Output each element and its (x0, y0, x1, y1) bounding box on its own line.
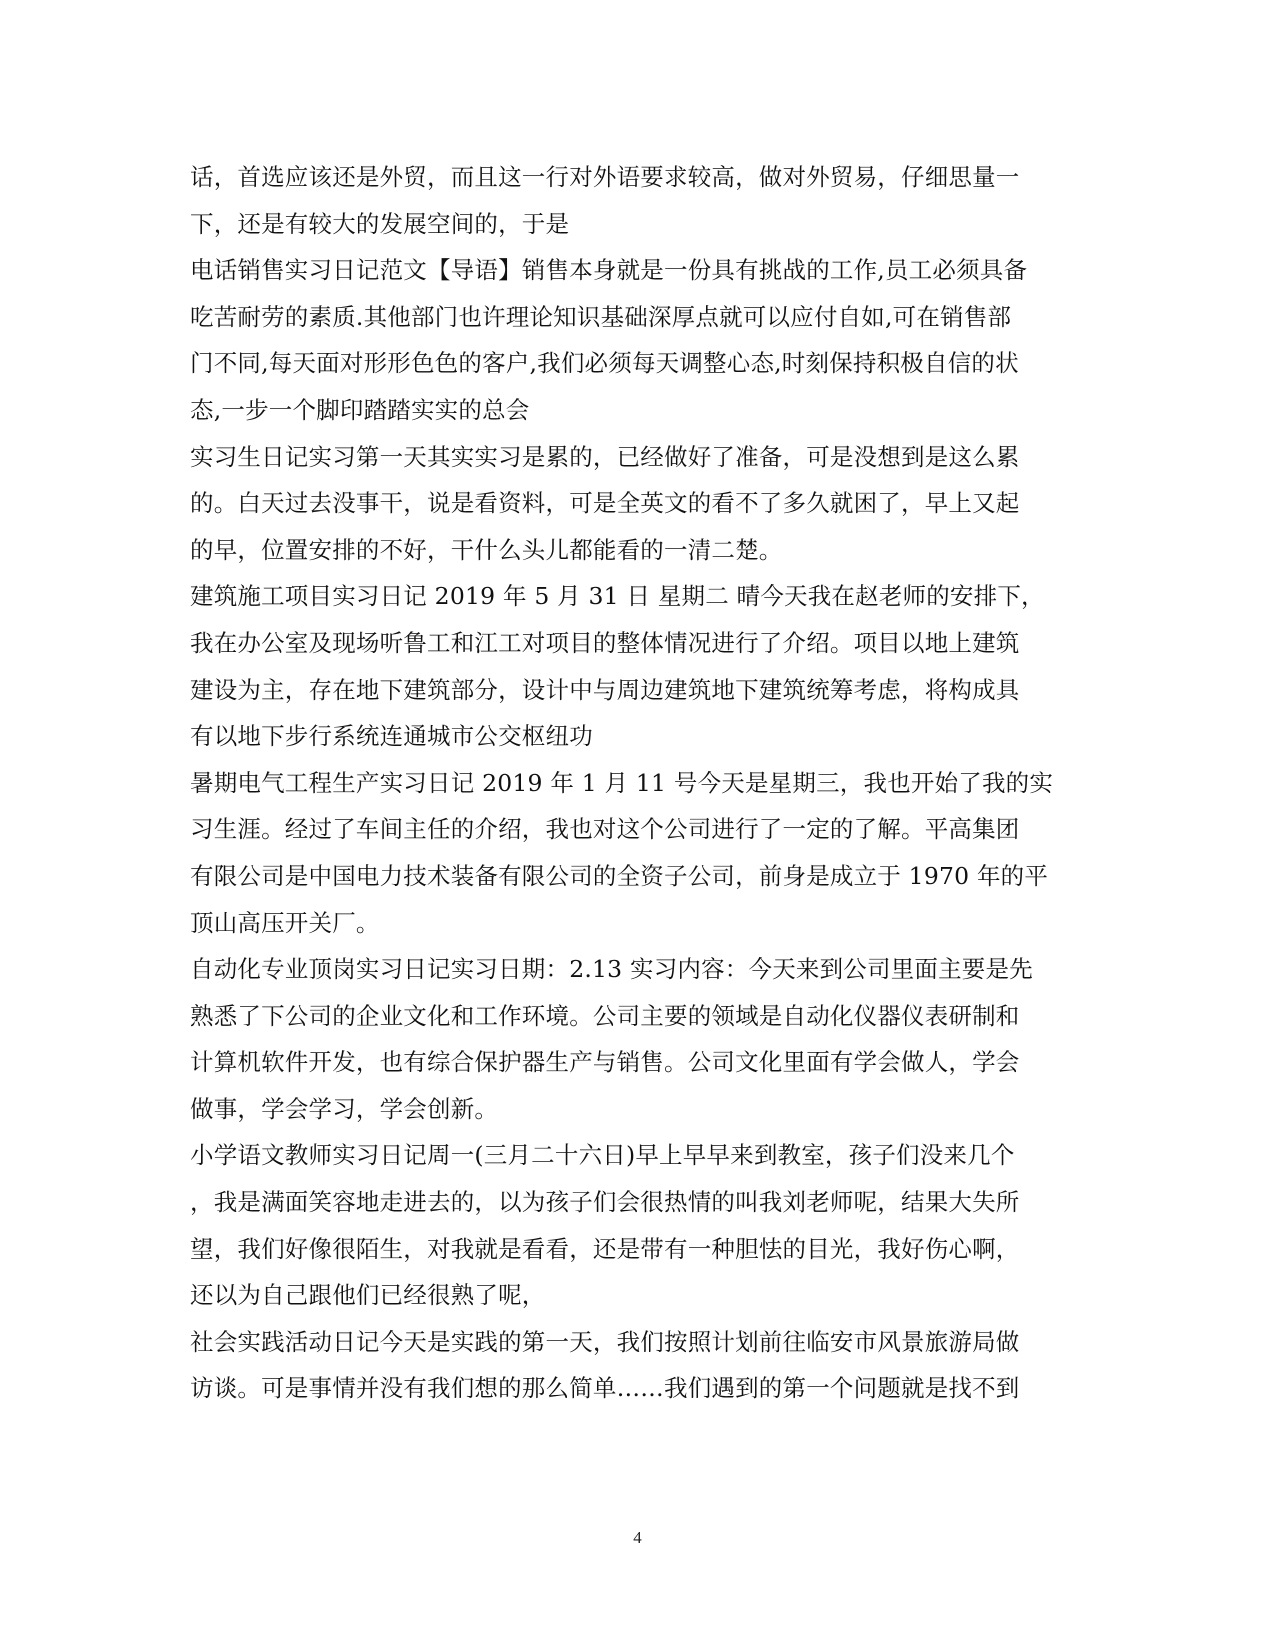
text-line: 我在办公室及现场听鲁工和江工对项目的整体情况进行了介绍。项目以地上建筑 (190, 628, 1020, 657)
text-line: 顶山高压开关厂。 (190, 908, 380, 937)
text-line: 建筑施工项目实习日记 2019 年 5 月 31 日 星期二 晴今天我在赵老师的安排下， (190, 582, 1045, 611)
text-line: 电话销售实习日记范文【导语】销售本身就是一份具有挑战的工作,员工必须具备 (190, 256, 1028, 285)
text-line: 实习生日记实习第一天其实实习是累的，已经做好了准备，可是没想到是这么累 (190, 442, 1020, 471)
text-line: 门不同,每天面对形形色色的客户,我们必须每天调整心态,时刻保持积极自信的状 (190, 349, 1019, 378)
text-line: 访谈。可是事情并没有我们想的那么简单……我们遇到的第一个问题就是找不到 (190, 1374, 1020, 1403)
body-text (190, 154, 1080, 1412)
text-line: 熟悉了下公司的企业文化和工作环境。公司主要的领域是自动化仪器仪表研制和 (190, 1001, 1020, 1030)
text-line: 自动化专业顶岗实习日记实习日期：2.13 实习内容：今天来到公司里面主要是先 (190, 955, 1033, 984)
text-line: 望，我们好像很陌生，对我就是看看，还是带有一种胆怯的目光，我好伤心啊， (190, 1234, 1020, 1263)
text-line: 建设为主，存在地下建筑部分，设计中与周边建筑地下建筑统筹考虑，将构成具 (190, 675, 1020, 704)
text-line: 下，还是有较大的发展空间的，于是 (190, 209, 570, 238)
text-line: 习生涯。经过了车间主任的介绍，我也对这个公司进行了一定的了解。平高集团 (190, 815, 1020, 844)
text-line: 话，首选应该还是外贸，而且这一行对外语要求较高，做对外贸易，仔细思量一 (190, 163, 1020, 191)
text-line: 吃苦耐劳的素质.其他部门也许理论知识基础深厚点就可以应付自如,可在销售部 (190, 302, 1012, 331)
text-line: 做事，学会学习，学会创新。 (190, 1094, 499, 1123)
text-line: ，我是满面笑容地走进去的，以为孩子们会很热情的叫我刘老师呢，结果大失所 (190, 1188, 1020, 1217)
page-number: 4 (633, 1528, 642, 1547)
text-line: 的。白天过去没事干，说是看资料，可是全英文的看不了多久就困了，早上又起 (190, 489, 1020, 518)
text-line: 态,一步一个脚印踏踏实实的总会 (190, 395, 530, 424)
text-line: 有限公司是中国电力技术装备有限公司的全资子公司，前身是成立于 1970 年的平 (190, 861, 1049, 890)
text-line: 小学语文教师实习日记周一(三月二十六日)早上早早来到教室，孩子们没来几个 (190, 1141, 1015, 1170)
text-line: 暑期电气工程生产实习日记 2019 年 1 月 11 号今天是星期三，我也开始了我的实 (190, 768, 1054, 797)
text-line: 有以地下步行系统连通城市公交枢纽功 (190, 722, 593, 751)
text-line: 还以为自己跟他们已经很熟了呢， (190, 1281, 546, 1310)
text-line: 计算机软件开发，也有综合保护器生产与销售。公司文化里面有学会做人，学会 (190, 1048, 1020, 1077)
text-line: 的早，位置安排的不好，干什么头儿都能看的一清二楚。 (190, 535, 783, 564)
text-line: 社会实践活动日记今天是实践的第一天，我们按照计划前往临安市风景旅游局做 (190, 1327, 1020, 1356)
